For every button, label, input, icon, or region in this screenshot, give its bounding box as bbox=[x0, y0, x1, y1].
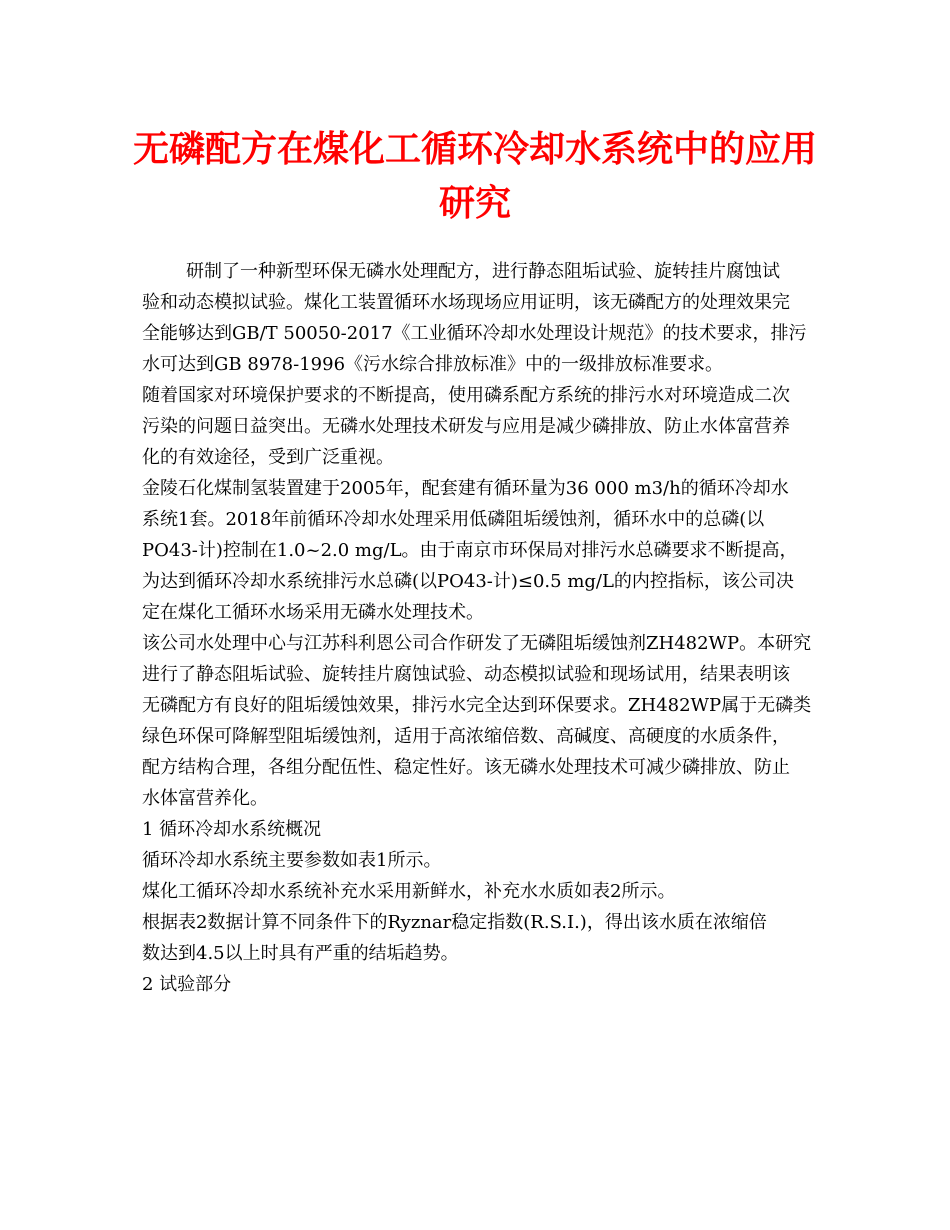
paragraph bbox=[142, 845, 812, 876]
text-line: 研制了一种新型环保无磷水处理配方，进行静态阻垢试验、旋转挂片腐蚀试 bbox=[186, 261, 780, 282]
text-line: 金陵石化煤制氢装置建于2005年，配套建有循环量为36 000 m3/h的循环冷却水 bbox=[142, 478, 789, 499]
paragraph bbox=[142, 907, 812, 969]
text-line: 该公司水处理中心与江苏科利恩公司合作研发了无磷阻垢缓蚀剂ZH482WP。本研究 bbox=[142, 633, 812, 654]
text-line: 定在煤化工循环水场采用无磷水处理技术。 bbox=[142, 602, 484, 623]
paragraph bbox=[142, 969, 812, 1000]
text-line: 为达到循环冷却水系统排污水总磷(以PO43-计)≤0.5 mg/L的内控指标，该公司决 bbox=[142, 571, 794, 592]
text-line: 验和动态模拟试验。煤化工装置循环水场现场应用证明，该无磷配方的处理效果完 bbox=[142, 292, 790, 313]
text-line: 系统1套。2018年前循环冷却水处理采用低磷阻垢缓蚀剂，循环水中的总磷(以 bbox=[142, 509, 765, 530]
document-title bbox=[120, 122, 830, 230]
text-line: 随着国家对环境保护要求的不断提高，使用磷系配方系统的排污水对环境造成二次 bbox=[142, 385, 790, 406]
text-line: 污染的问题日益突出。无磷水处理技术研发与应用是减少磷排放、防止水体富营养 bbox=[142, 416, 790, 437]
text-line: 绿色环保可降解型阻垢缓蚀剂，适用于高浓缩倍数、高碱度、高硬度的水质条件， bbox=[142, 726, 790, 747]
text-line: 水可达到GB 8978-1996《污水综合排放标准》中的一级排放标准要求。 bbox=[142, 354, 724, 375]
text-line: 进行了静态阻垢试验、旋转挂片腐蚀试验、动态模拟试验和现场试用，结果表明该 bbox=[142, 664, 790, 685]
paragraph bbox=[142, 473, 812, 628]
title-line-2: 研究 bbox=[438, 182, 511, 224]
text-line: 2 试验部分 bbox=[142, 974, 232, 995]
paragraph bbox=[142, 380, 812, 473]
paragraph bbox=[142, 256, 812, 380]
text-line: 无磷配方有良好的阻垢缓蚀效果，排污水完全达到环保要求。ZH482WP属于无磷类 bbox=[142, 695, 812, 716]
text-line: 1 循环冷却水系统概况 bbox=[142, 819, 322, 840]
paragraph bbox=[142, 628, 812, 814]
text-line: 化的有效途径，受到广泛重视。 bbox=[142, 447, 394, 468]
text-line: 配方结构合理，各组分配伍性、稳定性好。该无磷水处理技术可减少磷排放、防止 bbox=[142, 757, 790, 778]
text-line: PO43-计)控制在1.0~2.0 mg/L。由于南京市环保局对排污水总磷要求不断提高， bbox=[142, 540, 798, 561]
title-line-1: 无磷配方在煤化工循环冷却水系统中的应用 bbox=[132, 128, 817, 170]
paragraph bbox=[142, 876, 812, 907]
document-body bbox=[142, 256, 812, 1000]
text-line: 根据表2数据计算不同条件下的Ryznar稳定指数(R.S.I.)，得出该水质在浓缩倍 bbox=[142, 912, 767, 933]
text-line: 循环冷却水系统主要参数如表1所示。 bbox=[142, 850, 442, 871]
text-line: 煤化工循环冷却水系统补充水采用新鲜水，补充水水质如表2所示。 bbox=[142, 881, 676, 902]
text-line: 全能够达到GB/T 50050-2017《工业循环冷却水处理设计规范》的技术要求，排污 bbox=[142, 323, 807, 344]
paragraph bbox=[142, 814, 812, 845]
text-line: 水体富营养化。 bbox=[142, 788, 268, 809]
text-line: 数达到4.5以上时具有严重的结垢趋势。 bbox=[142, 943, 459, 964]
